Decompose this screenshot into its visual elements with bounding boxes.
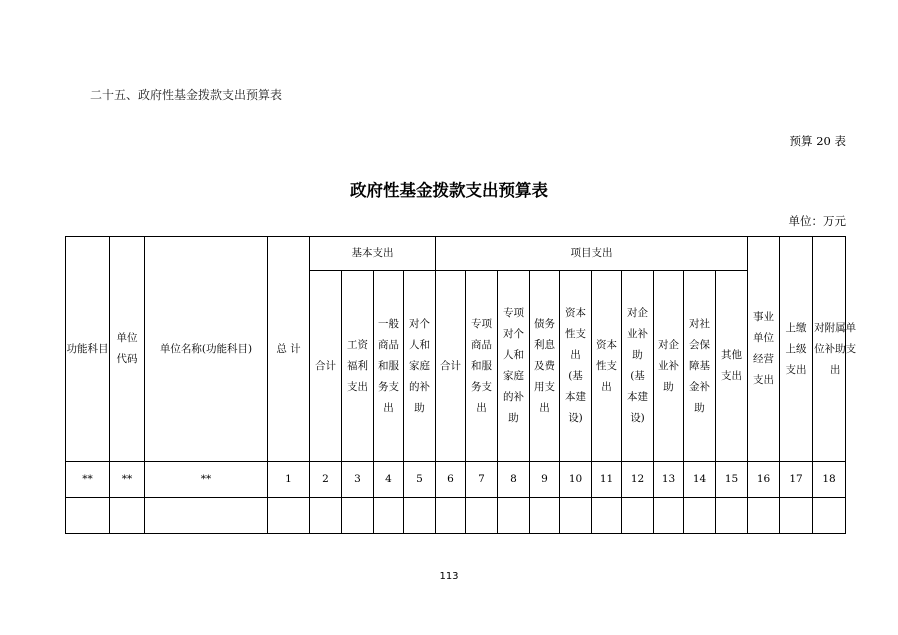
table-cell <box>592 498 622 534</box>
code-cell: 11 <box>592 462 622 498</box>
header-project-col-enterprise: 对企业补助 <box>654 271 684 462</box>
header-func-subject: 功能科目 <box>66 237 110 462</box>
table-cell <box>780 498 813 534</box>
table-cell <box>560 498 592 534</box>
code-cell: 7 <box>466 462 498 498</box>
table-cell <box>374 498 404 534</box>
header-project-col-social-security: 对社会保障基金补助 <box>684 271 716 462</box>
code-cell: 12 <box>622 462 654 498</box>
table-cell <box>404 498 436 534</box>
table-cell <box>145 498 268 534</box>
header-project-col-capital-base: 资本性支出(基本建设) <box>560 271 592 462</box>
table-cell <box>310 498 342 534</box>
code-cell: ** <box>66 462 110 498</box>
table-cell <box>622 498 654 534</box>
code-cell: 10 <box>560 462 592 498</box>
code-cell: 16 <box>748 462 780 498</box>
header-project-col-total: 合计 <box>436 271 466 462</box>
table-cell <box>498 498 530 534</box>
header-other-col-18: 对附属单位补助支出 <box>813 237 846 462</box>
header-basic-col-salary: 工资福利支出 <box>342 271 374 462</box>
code-cell: 14 <box>684 462 716 498</box>
table-cell <box>654 498 684 534</box>
table-cell <box>466 498 498 534</box>
header-project-col-debt: 债务利息及费用支出 <box>530 271 560 462</box>
header-project-col-enterprise-base: 对企业补助(基本建设) <box>622 271 654 462</box>
header-project-expenditure: 项目支出 <box>436 237 748 271</box>
code-cell: 2 <box>310 462 342 498</box>
header-project-col-individual: 专项对个人和家庭的补助 <box>498 271 530 462</box>
table-row <box>66 462 846 498</box>
page-number: 113 <box>439 571 459 582</box>
code-cell: 17 <box>780 462 813 498</box>
table-row <box>66 498 846 534</box>
header-basic-expenditure: 基本支出 <box>310 237 436 271</box>
header-project-col-capital: 资本性支出 <box>592 271 622 462</box>
section-title: 二十五、政府性基金拨款支出预算表 <box>90 88 283 102</box>
code-cell: 13 <box>654 462 684 498</box>
table-cell <box>748 498 780 534</box>
table-cell <box>342 498 374 534</box>
table-cell <box>268 498 310 534</box>
page-title: 政府性基金拨款支出预算表 <box>350 181 548 200</box>
header-unit-name: 单位名称(功能科目) <box>145 237 268 462</box>
code-cell: 18 <box>813 462 846 498</box>
header-other-col-17: 上缴上级支出 <box>780 237 813 462</box>
code-cell: 6 <box>436 462 466 498</box>
form-number: 预算 20 表 <box>789 134 846 148</box>
header-project-col-goods: 专项商品和服务支出 <box>466 271 498 462</box>
code-cell: 15 <box>716 462 748 498</box>
table-cell <box>813 498 846 534</box>
table-cell <box>716 498 748 534</box>
table-cell <box>684 498 716 534</box>
header-basic-col-individual: 对个人和家庭的补助 <box>404 271 436 462</box>
header-total: 总 计 <box>268 237 310 462</box>
budget-table <box>65 236 857 534</box>
code-cell: 8 <box>498 462 530 498</box>
code-cell: 5 <box>404 462 436 498</box>
unit-label: 单位：万元 <box>788 214 846 228</box>
code-cell: 4 <box>374 462 404 498</box>
code-cell: 3 <box>342 462 374 498</box>
table-cell <box>436 498 466 534</box>
code-cell: 1 <box>268 462 310 498</box>
header-basic-col-goods: 一般商品和服务支出 <box>374 271 404 462</box>
table-cell <box>66 498 110 534</box>
header-basic-col-total: 合计 <box>310 271 342 462</box>
header-unit-code: 单位代码 <box>110 237 145 462</box>
header-project-col-other: 其他支出 <box>716 271 748 462</box>
header-other-col-16: 事业单位经营支出 <box>748 237 780 462</box>
code-cell: 9 <box>530 462 560 498</box>
code-cell: ** <box>145 462 268 498</box>
table-cell <box>530 498 560 534</box>
table-cell <box>110 498 145 534</box>
code-cell: ** <box>110 462 145 498</box>
